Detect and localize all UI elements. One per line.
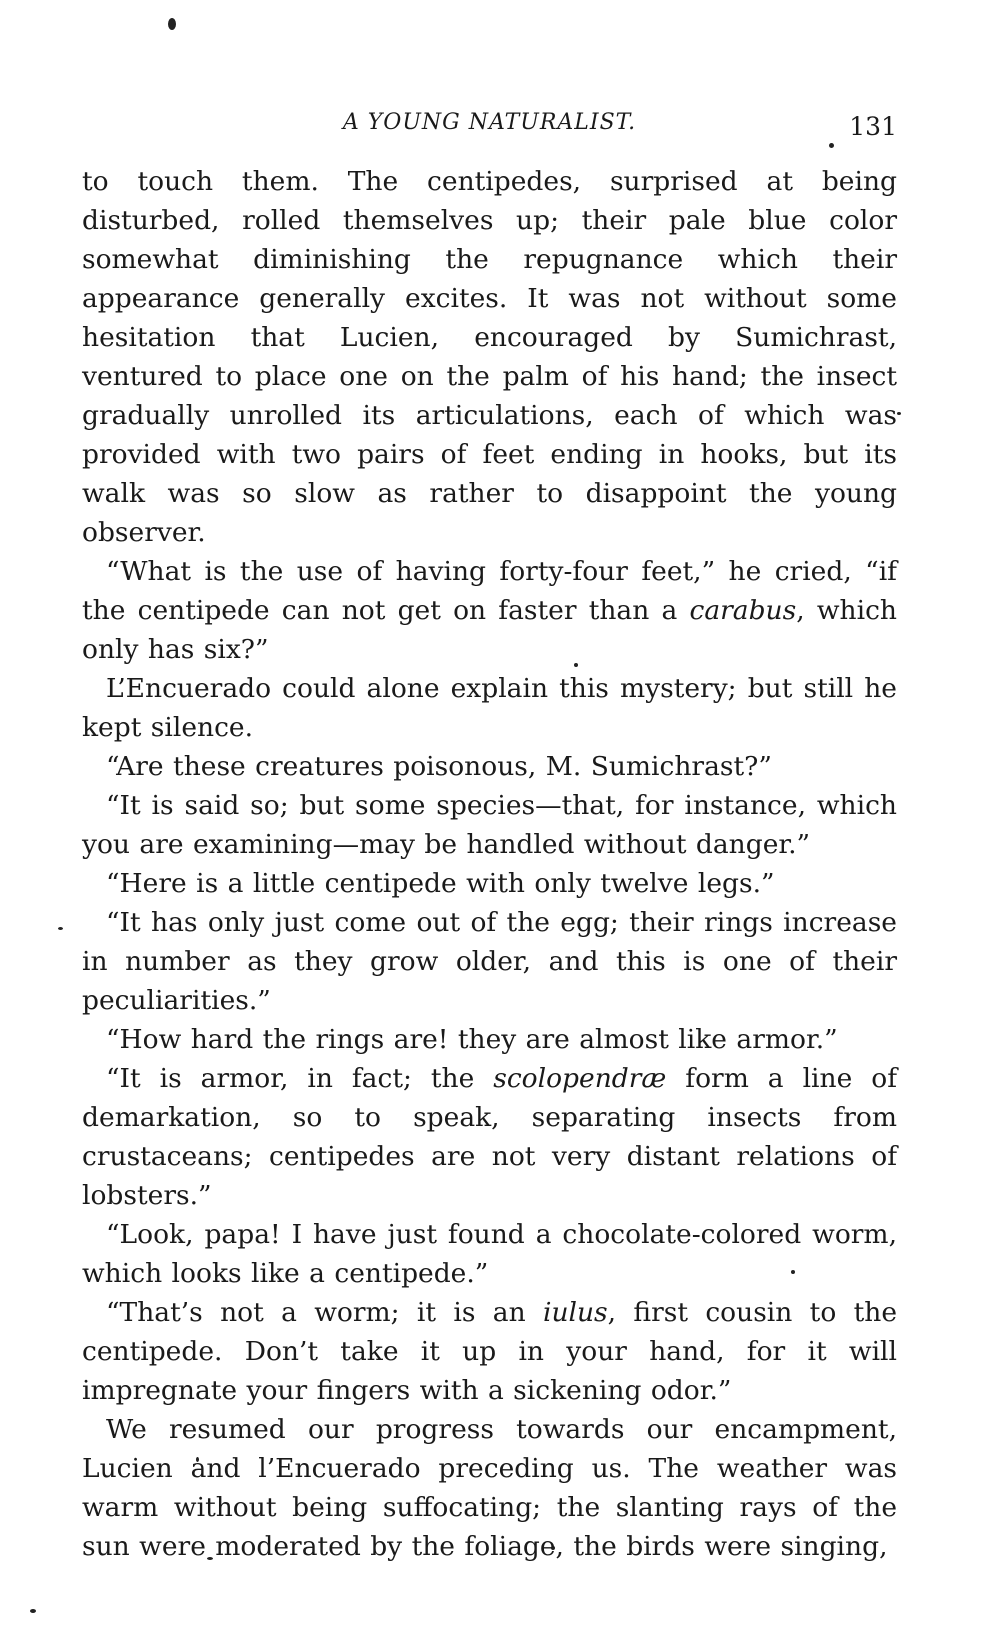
italic-term: iulus bbox=[542, 1297, 608, 1328]
ink-speck bbox=[829, 143, 834, 148]
text-run: , first cousin to the centipede. Don’t take it up in your hand, for it will impregnate your fingers with a sickening odor.” bbox=[82, 1297, 897, 1406]
paragraph bbox=[82, 1059, 897, 1215]
paragraph: “Are these creatures poisonous, M. Sumichrast?” bbox=[106, 751, 772, 782]
page-body bbox=[82, 162, 897, 1566]
paragraph: “It is said so; but some species—that, for instance, which you are examining—may be handled without danger.” bbox=[82, 790, 897, 860]
ink-speck bbox=[168, 18, 176, 30]
ink-speck bbox=[58, 927, 63, 930]
paragraph: to touch them. The centipedes, surprised at being disturbed, rolled themselves up; their pale blue color somewhat diminishing the repugnance which their appearance generally excites. It was not without some hesitation that Lucien, encouraged by Sumichrast, ventured to place one on the palm of his hand; the insect gradually unrolled its articulations, each of which was provided with two pairs of feet ending in hooks, but its walk was so slow as rather to disappoint the young observer. bbox=[82, 166, 897, 548]
page-header bbox=[82, 106, 897, 140]
ink-speck bbox=[30, 1609, 36, 1613]
italic-term: scolopendræ bbox=[493, 1063, 667, 1094]
ink-speck bbox=[897, 412, 901, 415]
text-run: “What is the use of having forty-four feet,” he cried, “if the centipede can not get on faster than a bbox=[82, 556, 897, 626]
paragraph: We resumed our progress towards our encampment, Lucien and l’Encuerado preceding us. The weather was warm without being suffocating; the slanting rays of the sun were moderated by the foliage, the birds were singing, bbox=[82, 1414, 897, 1562]
text-run: “It is armor, in fact; the bbox=[106, 1063, 494, 1094]
paragraph bbox=[82, 552, 897, 669]
italic-term: carabus bbox=[689, 595, 797, 626]
running-head: A YOUNG NATURALIST. bbox=[342, 110, 637, 135]
paragraph: “It has only just come out of the egg; their rings increase in number as they grow older, and this is one of their peculiarities.” bbox=[82, 907, 897, 1016]
page-number: 131 bbox=[849, 112, 897, 141]
paragraph bbox=[82, 1293, 897, 1410]
paragraph: “How hard the rings are! they are almost like armor.” bbox=[106, 1024, 838, 1055]
text-run: form a line of demarkation, so to speak, separating insects from crustaceans; centipedes are not very distant relations of lobsters.” bbox=[82, 1063, 897, 1211]
paragraph: L’Encuerado could alone explain this mystery; but still he kept silence. bbox=[82, 673, 897, 743]
paragraph: “Look, papa! I have just found a chocolate-colored worm, which looks like a centipede.” bbox=[82, 1219, 897, 1289]
paragraph: “Here is a little centipede with only twelve legs.” bbox=[106, 868, 775, 899]
text-run: “That’s not a worm; it is an bbox=[106, 1297, 543, 1328]
text-run: , which only has six?” bbox=[82, 595, 897, 665]
